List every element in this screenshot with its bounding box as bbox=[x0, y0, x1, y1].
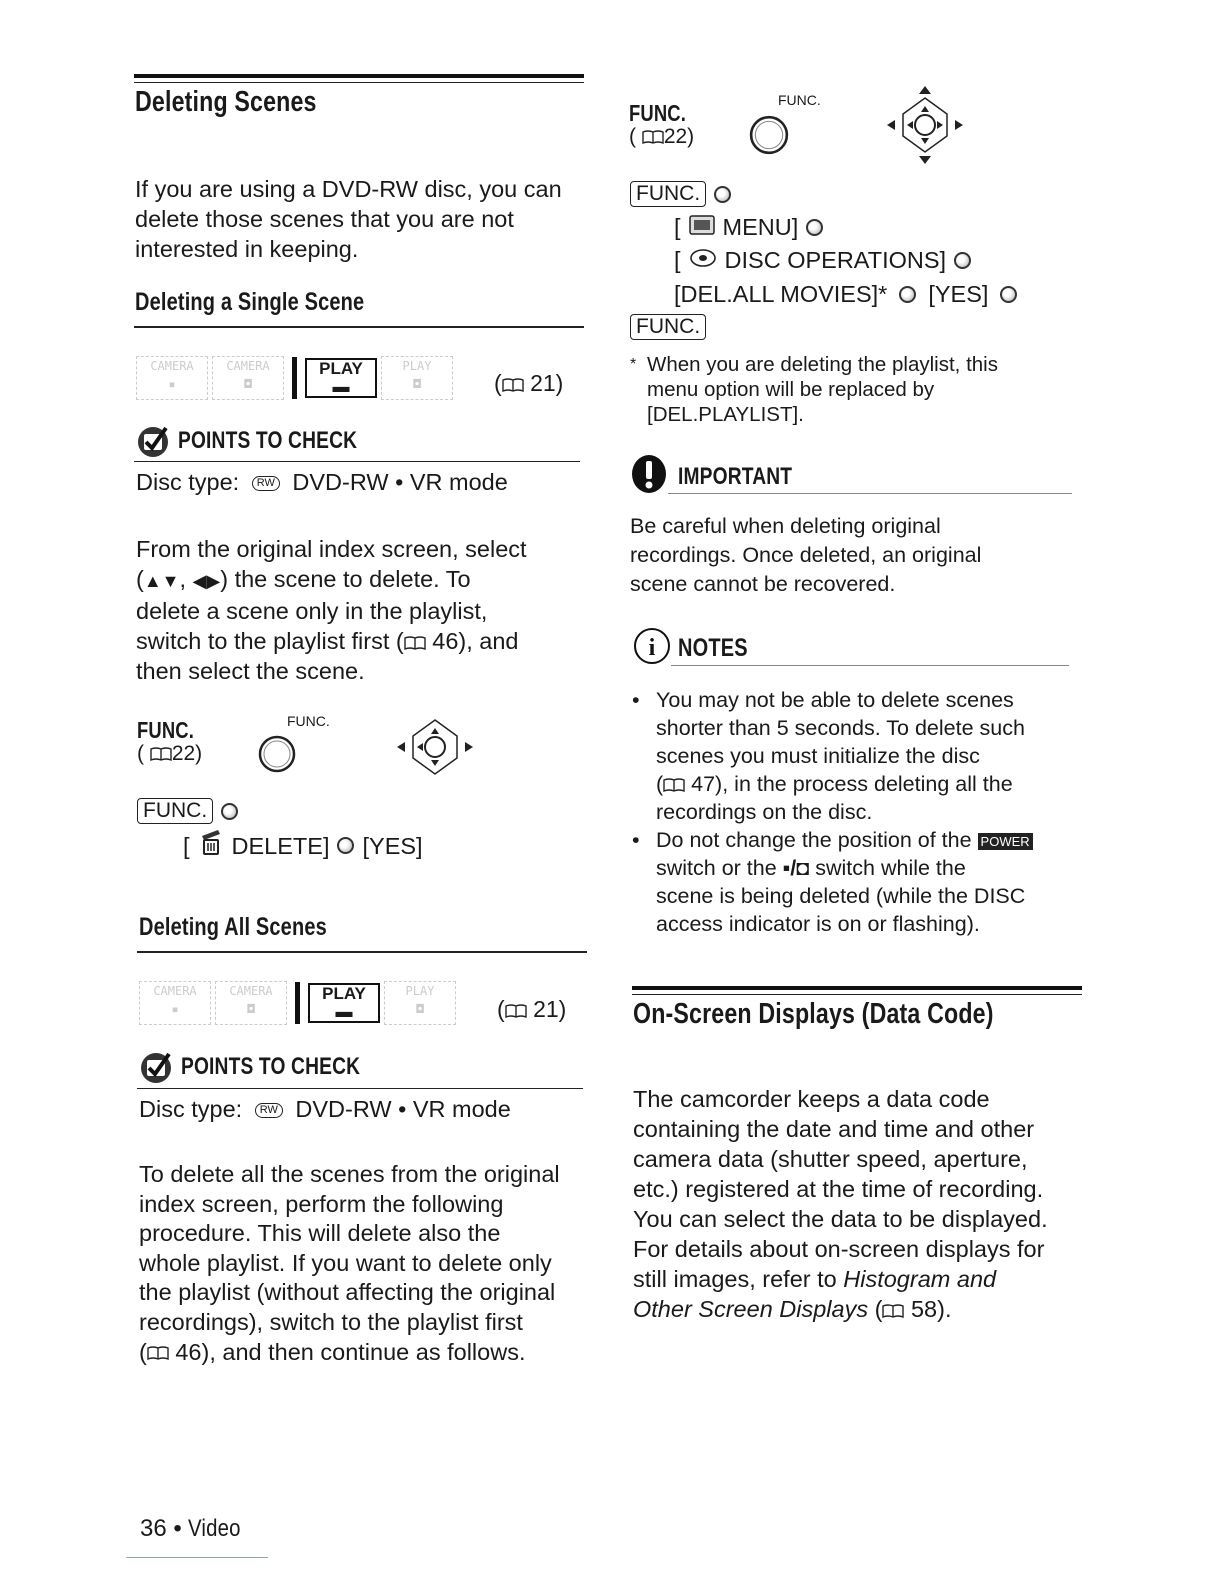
important-body bbox=[630, 512, 981, 599]
subheading-single-scene: Deleting a Single Scene bbox=[135, 288, 365, 316]
del-all-step-row bbox=[674, 279, 1017, 309]
points-to-check-title: POINTS TO CHECK bbox=[178, 427, 358, 454]
section-title-on-screen-displays: On-Screen Displays (Data Code) bbox=[633, 998, 994, 1030]
mode-play-photo: PLAY ◘ bbox=[381, 356, 453, 400]
points-to-check-title: POINTS TO CHECK bbox=[181, 1053, 361, 1080]
osd-line: The camcorder keeps a data code bbox=[633, 1086, 990, 1112]
osd-paragraph bbox=[633, 1084, 1083, 1324]
disc-type-line bbox=[136, 467, 508, 497]
mode-play-movie-active: PLAY ▬ bbox=[305, 358, 377, 398]
func-step-row bbox=[630, 181, 731, 207]
func-label: FUNC. bbox=[137, 717, 195, 743]
bracket-open: [ bbox=[674, 214, 681, 240]
footnote bbox=[630, 352, 1050, 427]
book-icon bbox=[642, 130, 664, 144]
disc-operations-label: DISC OPERATIONS] bbox=[724, 247, 947, 273]
mode-camera-photo: CAMERA ◘ bbox=[215, 981, 287, 1025]
osd-link-text: Histogram and bbox=[843, 1266, 997, 1292]
notes-list bbox=[632, 686, 1072, 938]
instr-line: recordings), switch to the playlist first bbox=[139, 1308, 523, 1335]
important-line: recordings. Once deleted, an original bbox=[630, 543, 982, 567]
book-icon bbox=[505, 1004, 527, 1018]
footer-section: Video bbox=[188, 1515, 242, 1542]
page-number: 36 bbox=[140, 1515, 167, 1542]
movie-photo-switch-icon: ▪/◘ bbox=[782, 856, 810, 880]
points-to-check-header bbox=[136, 422, 402, 460]
points-rule bbox=[137, 1088, 583, 1089]
func-button-caption: FUNC. bbox=[778, 92, 821, 108]
book-icon bbox=[882, 1304, 904, 1318]
disc-type-label: Disc type: bbox=[136, 469, 240, 495]
delete-step-row bbox=[183, 828, 423, 863]
disc-type-value: DVD-RW • VR mode bbox=[295, 1096, 511, 1122]
important-title: IMPORTANT bbox=[678, 462, 793, 490]
footer-rule bbox=[126, 1557, 268, 1558]
single-scene-instructions bbox=[136, 534, 586, 686]
notes-title: NOTES bbox=[678, 634, 748, 662]
footnote-line: [DEL.PLAYLIST]. bbox=[647, 403, 804, 426]
osd-line: For details about on-screen displays for bbox=[633, 1236, 1045, 1262]
book-icon bbox=[663, 778, 685, 792]
section-top-rule bbox=[134, 74, 584, 78]
instr-line: then select the scene. bbox=[136, 658, 365, 684]
func-key: FUNC. bbox=[630, 314, 706, 340]
instr-line: the playlist (without affecting the original bbox=[139, 1279, 556, 1306]
func-label: FUNC. bbox=[629, 100, 687, 126]
instr-line: delete a scene only in the playlist, bbox=[136, 598, 488, 624]
disc-type-label: Disc type: bbox=[139, 1096, 243, 1122]
instr-line: ( 46), and then continue as follows. bbox=[139, 1338, 526, 1365]
book-icon bbox=[404, 636, 426, 650]
section-top-rule-thin bbox=[632, 994, 1082, 995]
instr-line: whole playlist. If you want to delete only bbox=[139, 1249, 552, 1276]
yes-label: [YES] bbox=[928, 281, 989, 307]
set-button-icon bbox=[221, 803, 238, 820]
important-line: scene cannot be recovered. bbox=[630, 572, 896, 596]
points-rule bbox=[134, 461, 580, 462]
func-button-icon bbox=[748, 114, 790, 161]
footer-bullet: • bbox=[173, 1515, 182, 1542]
yes-label: [YES] bbox=[362, 832, 423, 859]
osd-link-text: Other Screen Displays bbox=[633, 1296, 869, 1322]
important-line: Be careful when deleting original bbox=[630, 514, 941, 538]
disc-rw-icon: RW bbox=[252, 476, 280, 491]
func-button-caption: FUNC. bbox=[287, 713, 330, 729]
up-down-arrows-icon: ▲▼ bbox=[143, 571, 180, 591]
menu-step-row bbox=[674, 212, 823, 242]
mode-camera-movie: CAMERA ▪ bbox=[136, 356, 208, 400]
subheading-rule bbox=[134, 326, 584, 328]
points-to-check-header bbox=[139, 1048, 405, 1086]
disc-ops-step-row bbox=[674, 245, 971, 275]
mode-indicator-bar bbox=[136, 356, 453, 400]
mode-camera-movie: CAMERA ▪ bbox=[139, 981, 211, 1025]
power-switch-icon: POWER bbox=[978, 833, 1033, 850]
disc-type-value: DVD-RW • VR mode bbox=[292, 469, 508, 495]
osd-line: containing the date and time and other bbox=[633, 1116, 1035, 1142]
intro-text: If you are using a DVD-RW disc, you can delete those scenes that you are not interested in keeping. bbox=[135, 176, 562, 262]
instr-line: From the original index screen, select bbox=[136, 536, 527, 562]
left-right-arrows-icon: ◀▶ bbox=[192, 571, 221, 591]
instr-line: (▲▼, ◀▶) the scene to delete. To bbox=[136, 566, 471, 592]
section-title-deleting-scenes: Deleting Scenes bbox=[135, 86, 317, 118]
mode-camera-photo: CAMERA ◘ bbox=[212, 356, 284, 400]
joystick-icon bbox=[395, 718, 475, 781]
bracket-open: [ bbox=[183, 832, 190, 859]
exclamation-icon bbox=[630, 454, 668, 499]
delete-label: DELETE] bbox=[231, 832, 330, 859]
svg-text:i: i bbox=[648, 635, 656, 661]
mode-separator bbox=[295, 982, 300, 1024]
mode-play-movie-active: PLAY ▬ bbox=[308, 983, 380, 1023]
set-button-icon bbox=[337, 837, 354, 854]
disc-rw-icon: RW bbox=[255, 1103, 283, 1118]
func-key: FUNC. bbox=[630, 181, 706, 207]
disc-type-line bbox=[139, 1094, 511, 1124]
instr-line: index screen, perform the following bbox=[139, 1190, 504, 1217]
all-scenes-instructions bbox=[139, 1160, 589, 1367]
func-page-ref: ( 22) bbox=[629, 125, 695, 148]
set-button-icon bbox=[1000, 286, 1017, 303]
func-step-row bbox=[137, 798, 238, 824]
func-step-row-end bbox=[630, 314, 706, 340]
mode-indicator-bar bbox=[139, 981, 456, 1025]
book-icon bbox=[502, 378, 524, 392]
menu-label: MENU] bbox=[722, 214, 799, 240]
section-top-rule-thin bbox=[134, 82, 584, 83]
instr-line: To delete all the scenes from the original bbox=[139, 1161, 560, 1187]
subheading-all-scenes: Deleting All Scenes bbox=[139, 913, 327, 941]
checkmark-icon bbox=[136, 422, 174, 460]
important-rule bbox=[668, 493, 1072, 494]
mode-separator bbox=[292, 357, 297, 399]
footnote-line: menu option will be replaced by bbox=[647, 378, 935, 401]
footnote-line: When you are deleting the playlist, this bbox=[647, 353, 998, 376]
book-icon bbox=[147, 1346, 169, 1360]
disc-icon bbox=[689, 245, 717, 275]
func-key: FUNC. bbox=[137, 798, 213, 824]
set-button-icon bbox=[954, 252, 971, 269]
footnote-asterisk: * bbox=[630, 356, 637, 373]
set-button-icon bbox=[714, 186, 731, 203]
notes-rule bbox=[671, 665, 1069, 666]
book-icon bbox=[150, 747, 172, 761]
osd-line: You can select the data to be displayed. bbox=[633, 1206, 1048, 1232]
page-reference: ( 21) bbox=[494, 370, 564, 396]
subheading-rule bbox=[137, 951, 587, 953]
checkmark-icon bbox=[139, 1048, 177, 1086]
instr-line: switch to the playlist first ( 46), and bbox=[136, 628, 519, 654]
func-page-ref: ( 22) bbox=[137, 742, 203, 765]
mode-play-photo: PLAY ◘ bbox=[384, 981, 456, 1025]
page-reference: ( 21) bbox=[497, 996, 567, 1022]
instr-line: procedure. This will delete also the bbox=[139, 1220, 501, 1247]
note-item: • Do not change the position of the POWER switch or the ▪/◘ switch while the scene is being deleted (while the DISC access indicator is on or flashing). bbox=[632, 826, 1072, 938]
osd-line: etc.) registered at the time of recording. bbox=[633, 1176, 1044, 1202]
info-icon bbox=[632, 626, 672, 671]
set-button-icon bbox=[806, 219, 823, 236]
page-footer bbox=[140, 1515, 250, 1543]
joystick-icon bbox=[885, 84, 965, 171]
osd-line: Other Screen Displays ( 58). bbox=[633, 1296, 952, 1322]
intro-paragraph bbox=[135, 174, 585, 264]
osd-line: camera data (shutter speed, aperture, bbox=[633, 1146, 1028, 1172]
del-all-movies-label: [DEL.ALL MOVIES]* bbox=[674, 281, 888, 307]
note-item: • You may not be able to delete scenes shorter than 5 seconds. To delete such scenes you must initialize the disc ( 47), in the process deleting all the recordings on the disc. bbox=[632, 686, 1072, 826]
set-button-icon bbox=[899, 286, 916, 303]
section-top-rule bbox=[632, 986, 1082, 990]
func-button-icon bbox=[257, 734, 297, 779]
trash-icon bbox=[198, 828, 224, 863]
osd-line: still images, refer to Histogram and bbox=[633, 1266, 997, 1292]
menu-icon bbox=[689, 212, 715, 242]
bracket-open: [ bbox=[674, 247, 681, 273]
